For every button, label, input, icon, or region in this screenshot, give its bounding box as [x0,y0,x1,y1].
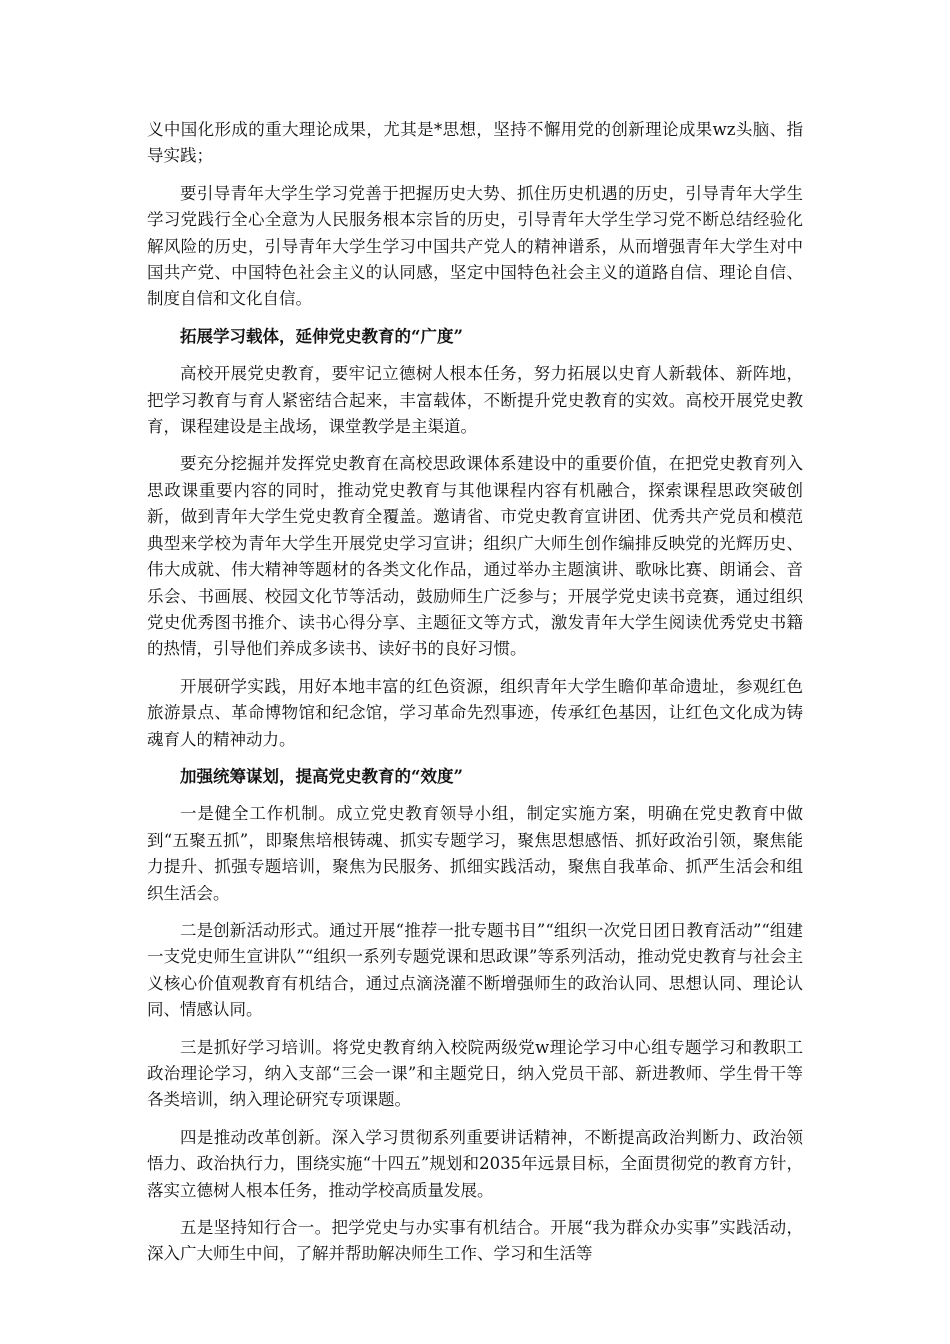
paragraph-3: 高校开展党史教育，要牢记立德树人根本任务，努力拓展以史育人新载体、新阵地，把学习教育与育人紧密结合起来，丰富载体，不断提升党史教育的实效。高校开展党史教育，课程建设是主战场，课堂教学是主渠道。 [147,364,803,437]
paragraph-9: 四是推动改革创新。深入学习贯彻系列重要讲话精神，不断提高政治判断力、政治领悟力、政治执行力，围绕实施“十四五”规划和2035年远景目标，全面贯彻党的教育方针，落实立德树人根本任务，推动学校高质量发展。 [147,1127,803,1200]
document-page [147,117,803,1279]
section-heading-breadth: 拓展学习载体，延伸党史教育的“广度” [180,326,463,346]
paragraph-4: 要充分挖掘并发挥党史教育在高校思政课体系建设中的重要价值，在把党史教育列入思政课重要内容的同时，推动党史教育与其他课程内容有机融合，探索课程思政突破创新，做到青年大学生党史教育全覆盖。邀请省、市党史教育宣讲团、优秀共产党员和模范典型来学校为青年大学生开展党史学习宣讲；组织广大师生创作编排反映党的光辉历史、伟大成就、伟大精神等题材的各类文化作品，通过举办主题演讲、歌咏比赛、朗诵会、音乐会、书画展、校园文化节等活动，鼓励师生广泛参与；开展学党史读书竞赛，通过组织党史优秀图书推介、读书心得分享、主题征文等方式，激发青年大学生阅读优秀党史书籍的热情，引导他们养成多读书、读好书的良好习惯。 [147,454,803,659]
paragraph-10: 五是坚持知行合一。把学党史与办实事有机结合。开展“我为群众办实事”实践活动，深入广大师生中间，了解并帮助解决师生工作、学习和生活等 [147,1218,803,1264]
section-heading-effectiveness: 加强统筹谋划，提高党史教育的“效度” [180,766,463,786]
paragraph-7: 二是创新活动形式。通过开展“推荐一批专题书目”“组织一次党日团日教育活动”“组建一支党史师生宣讲队”“组织一系列专题党课和思政课”等系列活动，推动党史教育与社会主义核心价值观教育有机结合，通过点滴浇灌不断增强师生的政治认同、思想认同、理论认同、情感认同。 [147,920,803,1020]
paragraph-1: 义中国化形成的重大理论成果，尤其是*思想，坚持不懈用党的创新理论成果wz头脑、指导实践； [147,120,803,166]
paragraph-2: 要引导青年大学生学习党善于把握历史大势、抓住历史机遇的历史，引导青年大学生学习党践行全心全意为人民服务根本宗旨的历史，引导青年大学生学习党不断总结经验化解风险的历史，引导青年大学生学习中国共产党人的精神谱系，从而增强青年大学生对中国共产党、中国特色社会主义的认同感，坚定中国特色社会主义的道路自信、理论自信、制度自信和文化自信。 [147,183,803,309]
paragraph-5: 开展研学实践，用好本地丰富的红色资源，组织青年大学生瞻仰革命遗址，参观红色旅游景点、革命博物馆和纪念馆，学习革命先烈事迹，传承红色基因，让红色文化成为铸魂育人的精神动力。 [147,676,803,749]
paragraph-8: 三是抓好学习培训。将党史教育纳入校院两级党w理论学习中心组专题学习和教职工政治理论学习，纳入支部“三会一课”和主题党日，纳入党员干部、新进教师、学生骨干等各类培训，纳入理论研究专项课题。 [147,1037,803,1110]
paragraph-6: 一是健全工作机制。成立党史教育领导小组，制定实施方案，明确在党史教育中做到“五聚五抓”，即聚焦培根铸魂、抓实专题学习，聚焦思想感悟、抓好政治引领，聚焦能力提升、抓强专题培训，聚焦为民服务、抓细实践活动，聚焦自我革命、抓严生活会和组织生活会。 [147,804,803,903]
